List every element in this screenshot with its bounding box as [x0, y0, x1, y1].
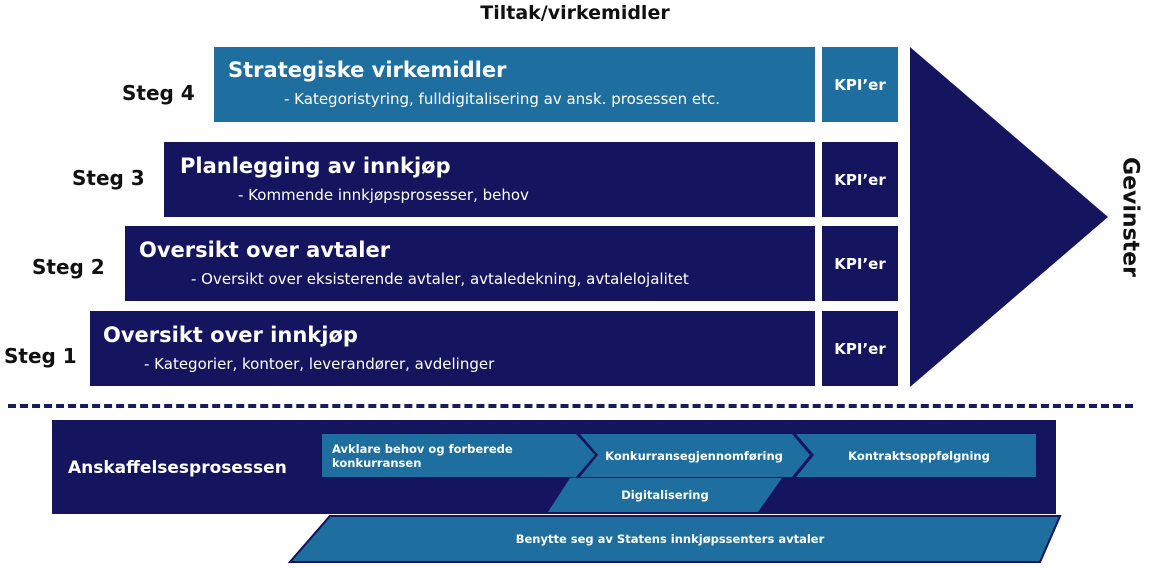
- step-1-title: Oversikt over innkjøp: [103, 323, 358, 347]
- digitalisering-label: Digitalisering: [621, 488, 709, 502]
- step-4-subtitle: - Kategoristyring, fulldigitalisering av ansk. prosessen etc.: [284, 90, 721, 108]
- gevinster-label: Gevinster: [1117, 157, 1143, 277]
- step-1-label: Steg 1: [4, 344, 77, 368]
- step-3-subtitle: - Kommende innkjøpsprosesser, behov: [238, 186, 529, 204]
- step-3-title: Planlegging av innkjøp: [180, 154, 451, 178]
- page-title: Tiltak/virkemidler: [480, 2, 670, 24]
- step-2-subtitle: - Oversikt over eksisterende avtaler, avtaledekning, avtalelojalitet: [191, 270, 689, 288]
- statens-label: Benytte seg av Statens innkjøpssenters avtaler: [515, 532, 825, 546]
- step-1-kpi: KPI’er: [822, 311, 898, 386]
- step-3-kpi: KPI’er: [822, 142, 898, 217]
- step-2-kpi: KPI’er: [822, 226, 898, 301]
- phase-1-label: Avklare behov og forberede konkurransen: [332, 442, 513, 470]
- phase-2-label: Konkurransegjennomføring: [605, 449, 783, 463]
- step-1-subtitle: - Kategorier, kontoer, leverandører, avdelinger: [144, 355, 495, 373]
- step-4-label: Steg 4: [122, 81, 195, 105]
- process-label: Anskaffelsesprosessen: [68, 458, 287, 478]
- step-4-kpi: KPI’er: [822, 47, 898, 122]
- step-2-label: Steg 2: [32, 255, 105, 279]
- step-2-title: Oversikt over avtaler: [139, 238, 391, 262]
- step-4-title: Strategiske virkemidler: [228, 58, 507, 82]
- phase-3-label: Kontraktsoppfølgning: [848, 449, 990, 463]
- step-3-label: Steg 3: [72, 166, 145, 190]
